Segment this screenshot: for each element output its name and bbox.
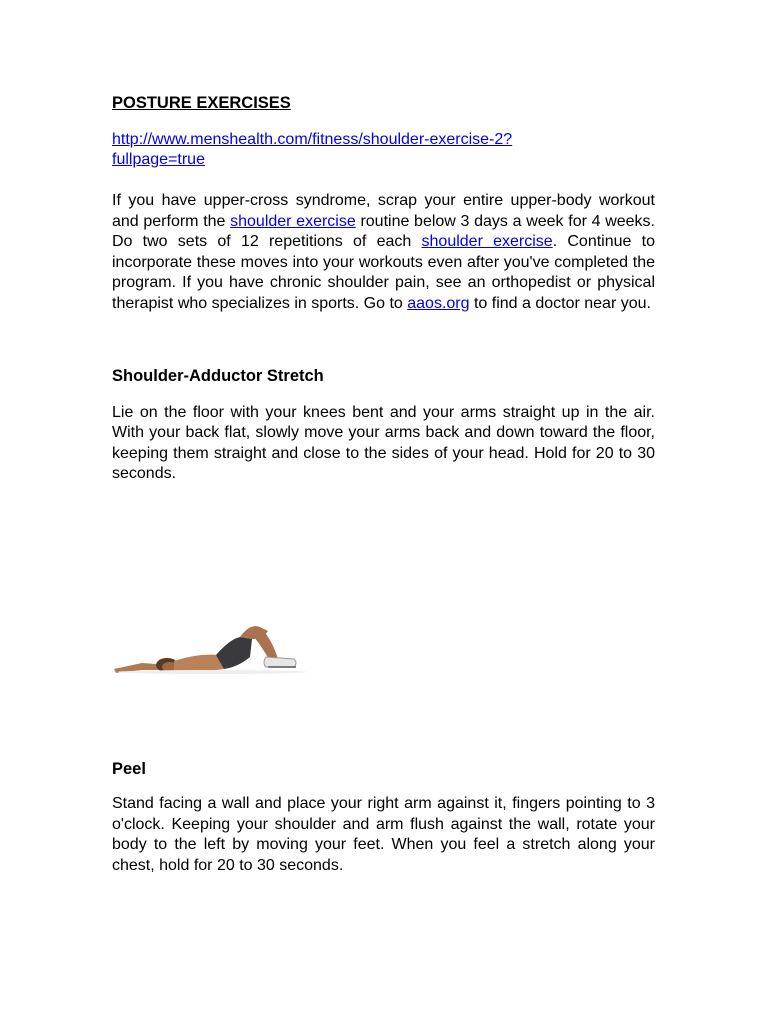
intro-paragraph xyxy=(112,191,655,315)
shoulder-exercise-link-1[interactable]: shoulder exercise xyxy=(230,212,356,230)
intro-text-1: If you have upper-cross syndrome, scrap your entire upper-body workout and perform the xyxy=(112,192,655,230)
document-title: POSTURE EXERCISES xyxy=(112,94,291,112)
intro-text-3: . Continue to incorporate these moves into your workouts even after you've completed the program. If you have chronic shoulder pain, see an orthopedist or physical therapist who specializes in sports. Go to xyxy=(112,233,655,312)
torso xyxy=(174,655,224,672)
section-heading-peel: Peel xyxy=(112,759,146,778)
man-lying-stretch-image xyxy=(112,625,312,695)
shoulder-adductor-description: Lie on the floor with your knees bent and your arms straight up in the air. With your back flat, slowly move your arms back and down toward the floor, keeping them straight and close to the sides of your head. Hold for 20 to 30 seconds. xyxy=(112,403,655,483)
peel-description: Stand facing a wall and place your right arm against it, fingers pointing to 3 o'clock. Keeping your shoulder and arm flush against the wall, rotate your body to the left by moving your feet. When you feel a stretch along your chest, hold for 20 to 30 seconds. xyxy=(112,794,655,874)
shorts xyxy=(216,637,252,669)
source-link-line1: http://www.menshealth.com/fitness/shoulder-exercise-2? xyxy=(112,131,513,148)
intro-text-2: routine below 3 days a week for 4 weeks. Do two sets of 12 repetitions of each xyxy=(112,212,655,251)
document-page xyxy=(112,92,655,876)
shoulder-exercise-link-2[interactable]: shoulder exercise xyxy=(421,233,553,251)
shoes xyxy=(264,657,296,667)
source-link-line2: fullpage=true xyxy=(112,151,205,168)
exercise-illustration xyxy=(112,625,312,695)
source-link[interactable] xyxy=(112,130,655,170)
section-heading-shoulder-adductor: Shoulder-Adductor Stretch xyxy=(112,366,324,385)
aaos-link[interactable]: aaos.org xyxy=(407,294,470,312)
intro-text-4: to find a doctor near you. xyxy=(469,294,651,312)
